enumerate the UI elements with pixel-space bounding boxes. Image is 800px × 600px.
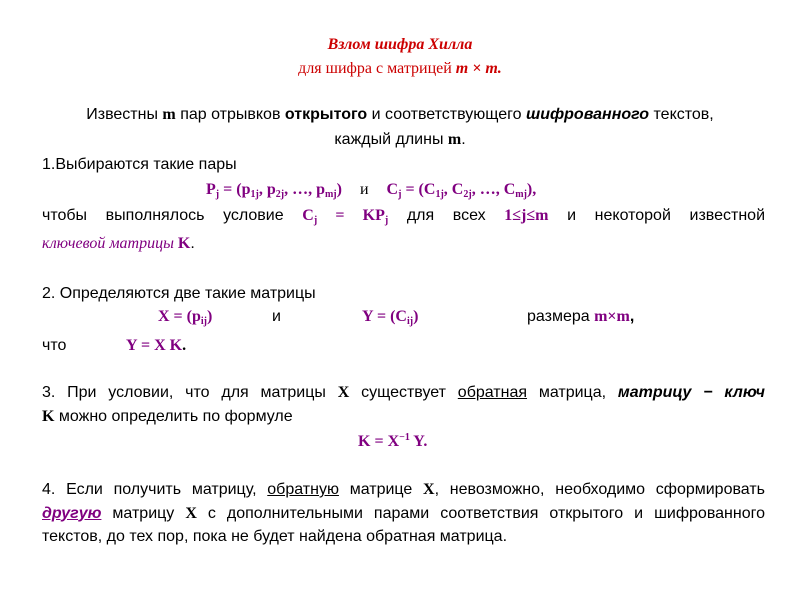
slide-title [0,36,800,54]
section3-line2: K можно определить по формуле [42,408,293,425]
matrix-size: размера m×m, [527,308,635,325]
relation-label: что [42,337,67,354]
matrix-y-def: $Y = (C_{ij})$ [362,308,419,327]
section1-key: ключевой матрицы K. [42,235,195,252]
section1-condition: чтобы выполнялось условие $C_j = KP_j$ для всех 1≤j≤m и некоторой известной [42,207,766,226]
subtitle-math: m × m. [455,60,502,77]
matrix-x-def: $X = (p_{ij})$ [158,308,213,327]
matrix-and: и [272,308,281,325]
key-matrix-term: ключевой матрицы [42,235,174,252]
pairs-formula: $P_j = (p_{1j}$, $p_{2j}$, …, $p_{mj}$) и $C_j = (C_{1j}$, $C_{2j}$, …, $C_{mj}$), [206,181,537,200]
intro-line2: каждый длины m. [334,131,466,148]
key-formula: $K = X^{-1}$ Y. [358,432,428,450]
section2-heading: 2. Определяются две такие матрицы [42,285,316,302]
title-line1: Взлом шифра Хилла [327,36,473,53]
subtitle-text: для шифра с матрицей [298,60,456,77]
inverse-term: обратная [457,384,528,401]
relation-formula: Y = X K. [126,337,187,354]
slide-subtitle [0,60,800,78]
open-text-term: открытого [284,106,368,123]
section4-paragraph: 4. Если получить матрицу, обратную матрице X, невозможно, необходимо сформировать другую матрицу X с дополнительными парами соответствия открытого и шифрованного текстов, до тех пор, пока не будет найдена обратная матрица. [42,481,766,545]
other-matrix-term: другую [42,504,102,522]
intro-line1: Известны m пар отрывков открытого и соответствующего шифрованного текстов, [86,106,714,123]
section1-heading: 1.Выбираются такие пары [42,156,237,173]
section3-line1: 3. При условии, что для матрицы X существует обратная матрица, матрицу − ключ [42,384,766,401]
cipher-text-term: шифрованного [526,106,650,123]
key-matrix-emphasis: матрицу − ключ [617,384,766,401]
